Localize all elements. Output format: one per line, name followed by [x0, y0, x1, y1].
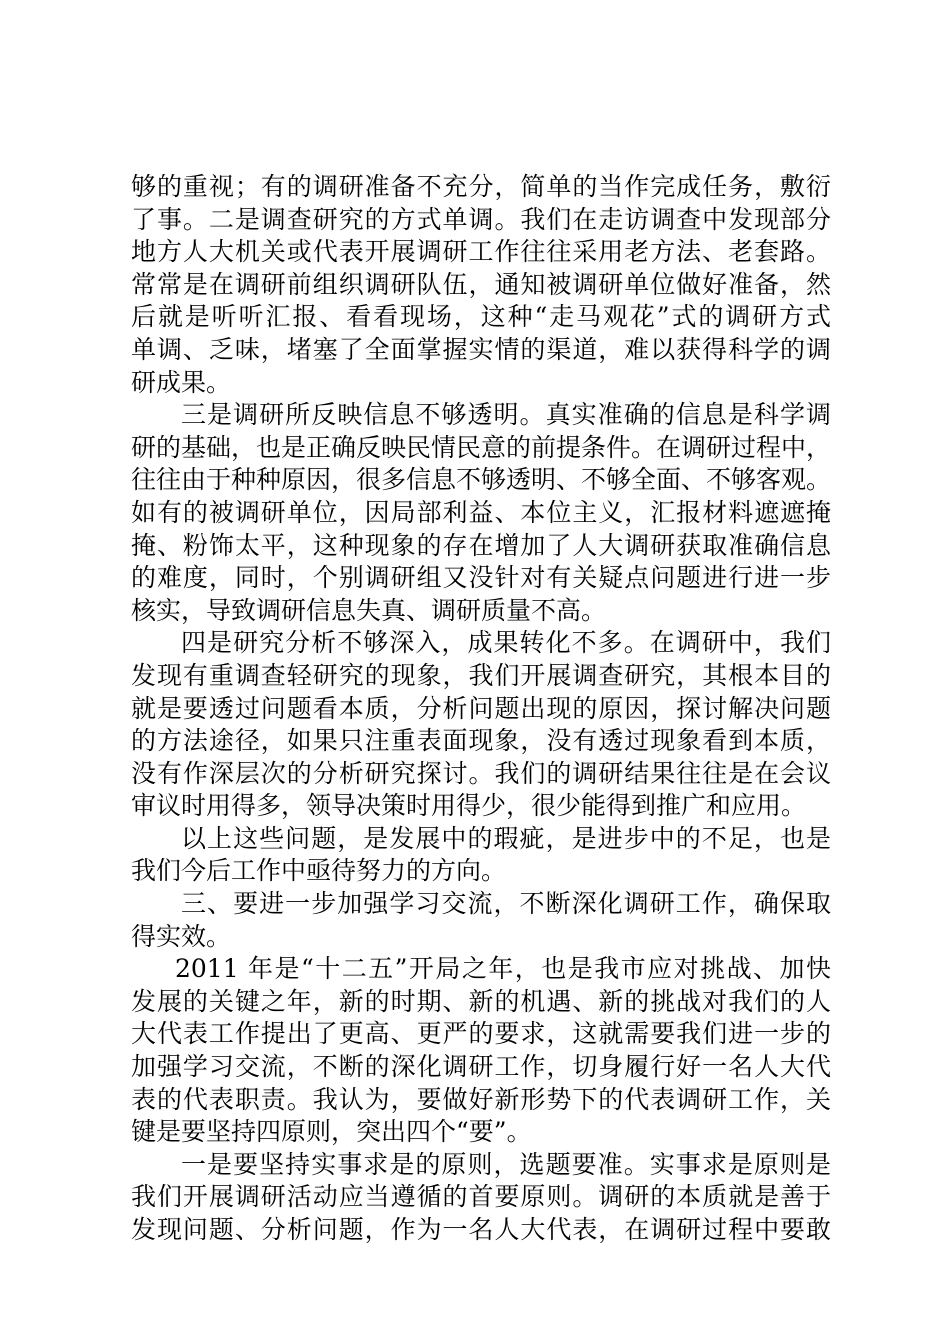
text-line: 表的代表职责。我认为，要做好新形势下的代表调研工作，关 [131, 1084, 831, 1114]
text-line: 单调、乏味，堵塞了全面掌握实情的渠道，难以获得科学的调 [131, 334, 831, 364]
text-line: 就是要透过问题看本质，分析问题出现的原因，探讨解决问题 [131, 693, 831, 723]
text-line: 往往由于种种原因，很多信息不够透明、不够全面、不够客观。 [131, 465, 832, 495]
text-line: 2011 年是“十二五”开局之年，也是我市应对挑战、加快 [175, 954, 831, 984]
text-line: 掩、粉饰太平，这种现象的存在增加了人大调研获取准确信息 [131, 530, 831, 560]
text-line: 键是要坚持四原则，突出四个“要”。 [131, 1117, 532, 1147]
text-line: 加强学习交流，不断的深化调研工作，切身履行好一名人大代 [131, 1052, 831, 1082]
text-line: 以上这些问题，是发展中的瑕疵，是进步中的不足，也是 [181, 823, 831, 853]
text-line: 三是调研所反映信息不够透明。真实准确的信息是科学调 [181, 400, 831, 430]
text-line: 我们开展调研活动应当遵循的首要原则。调研的本质就是善于 [131, 1182, 831, 1212]
text-line: 地方人大机关或代表开展调研工作往往采用老方法、老套路。 [131, 237, 831, 267]
text-line: 核实，导致调研信息失真、调研质量不高。 [131, 595, 607, 625]
text-line: 我们今后工作中亟待努力的方向。 [131, 856, 507, 886]
text-line: 研成果。 [131, 367, 232, 397]
text-line: 发现问题、分析问题，作为一名人大代表，在调研过程中要敢 [131, 1215, 831, 1244]
text-line: 的难度，同时，个别调研组又没针对有关疑点问题进行进一步 [131, 563, 831, 593]
document-body [131, 171, 831, 1247]
text-line: 四是研究分析不够深入，成果转化不多。在调研中，我们 [181, 628, 831, 658]
text-line: 如有的被调研单位，因局部利益、本位主义，汇报材料遮遮掩 [131, 497, 831, 527]
text-line: 的方法途径，如果只注重表面现象，没有透过现象看到本质， [131, 726, 831, 756]
text-line: 得实效。 [131, 921, 232, 951]
text-line: 后就是听听汇报、看看现场，这种“走马观花”式的调研方式 [131, 302, 831, 332]
text-line: 没有作深层次的分析研究探讨。我们的调研结果往往是在会议 [131, 758, 831, 788]
text-line: 发现有重调查轻研究的现象，我们开展调查研究，其根本目的 [131, 660, 831, 690]
text-line: 常常是在调研前组织调研队伍，通知被调研单位做好准备，然 [131, 269, 831, 299]
text-line: 三、要进一步加强学习交流，不断深化调研工作，确保取 [181, 889, 831, 919]
text-line: 大代表工作提出了更高、更严的要求，这就需要我们进一步的 [131, 1019, 831, 1049]
text-line: 够的重视；有的调研准备不充分，简单的当作完成任务，敷衍 [131, 172, 831, 201]
text-line: 一是要坚持实事求是的原则，选题要准。实事求是原则是 [181, 1149, 831, 1179]
text-line: 发展的关键之年，新的时期、新的机遇、新的挑战对我们的人 [131, 986, 831, 1016]
text-line: 审议时用得多，领导决策时用得少，很少能得到推广和应用。 [131, 791, 807, 821]
text-line: 研的基础，也是正确反映民情民意的前提条件。在调研过程中， [131, 432, 832, 462]
text-line: 了事。二是调查研究的方式单调。我们在走访调查中发现部分 [131, 204, 831, 234]
